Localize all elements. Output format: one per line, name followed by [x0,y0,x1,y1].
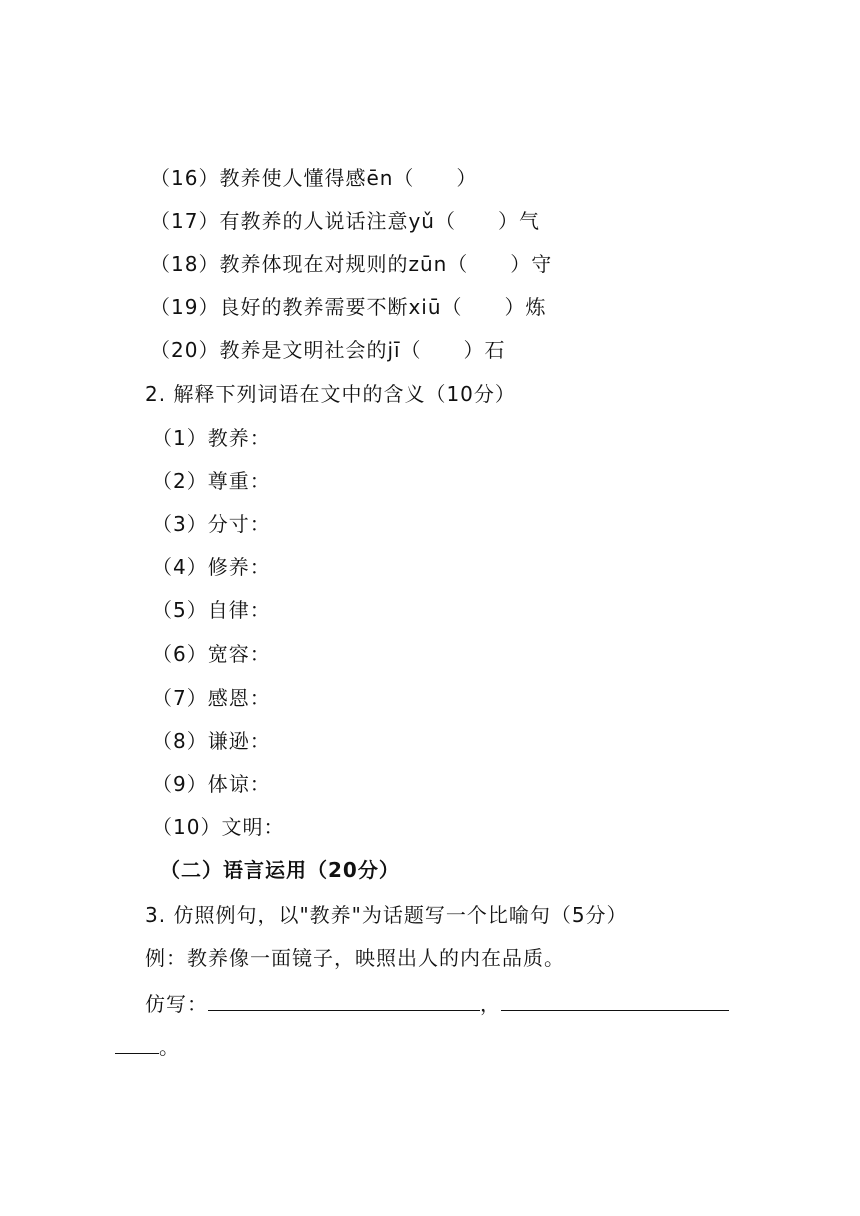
definition-item: （7）感恩： [152,686,271,710]
fill-item-20: （20）教养是文明社会的jī（ ）石 [150,338,506,362]
answer-blank-1[interactable] [208,990,480,1011]
imitation-row [145,990,729,1016]
answer-blank-2[interactable] [501,990,729,1011]
question-3-title: 3. 仿照例句，以"教养"为话题写一个比喻句（5分） [145,903,628,927]
end-period: 。 [159,1035,180,1059]
fill-item-19: （19）良好的教养需要不断xiū（ ）炼 [150,295,547,319]
imitation-continuation [115,1033,180,1059]
fill-item-18: （18）教养体现在对规则的zūn（ ）守 [150,252,553,276]
answer-blank-3[interactable] [115,1033,159,1054]
definition-item: （2）尊重： [152,469,271,493]
example-sentence: 例：教养像一面镜子，映照出人的内在品质。 [145,946,565,970]
question-2-title: 2. 解释下列词语在文中的含义（10分） [145,382,516,406]
definition-item: （8）谦逊： [152,729,271,753]
fill-item-16: （16）教养使人懂得感ēn（ ） [150,166,478,190]
fill-item-17: （17）有教养的人说话注意yǔ（ ）气 [150,209,540,233]
definition-item: （4）修养： [152,555,271,579]
section-2-heading: （二）语言运用（20分） [160,858,400,882]
imitation-label: 仿写： [145,992,208,1016]
definition-item: （6）宽容： [152,642,271,666]
definition-item: （1）教养： [152,426,271,450]
comma-separator: ， [480,992,501,1016]
definition-item: （9）体谅： [152,772,271,796]
definition-item: （5）自律： [152,598,271,622]
definition-item: （3）分寸： [152,512,271,536]
definition-item: （10）文明： [152,815,285,839]
